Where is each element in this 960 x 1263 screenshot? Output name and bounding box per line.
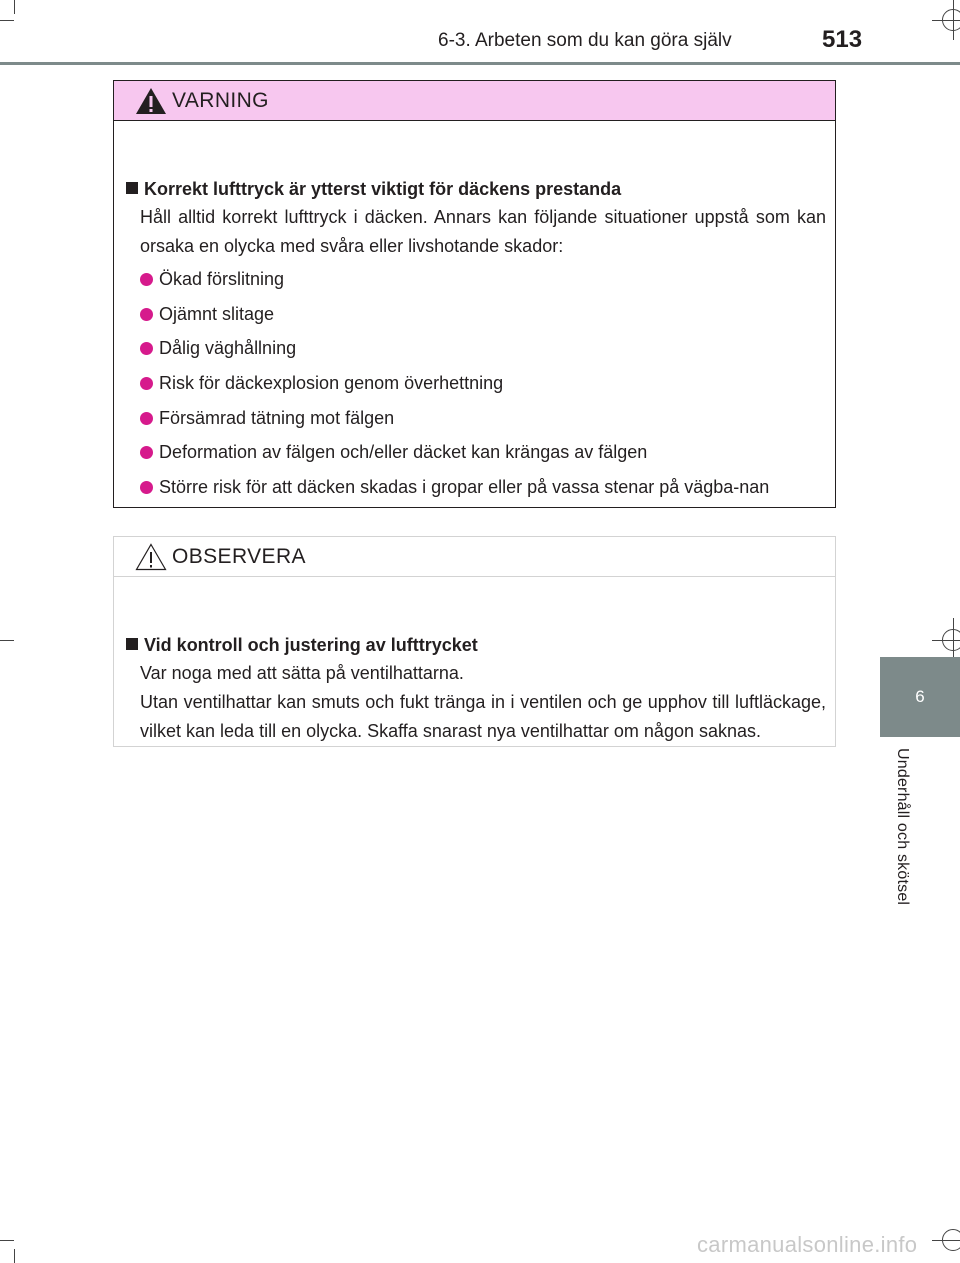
chapter-tab (880, 657, 960, 737)
section-title: 6-3. Arbeten som du kan göra själv (438, 30, 732, 51)
square-bullet-icon (126, 638, 138, 650)
chapter-number: 6 (915, 687, 925, 706)
warning-intro: Håll alltid korrekt lufttryck i däcken. Annars kan följande situationer uppstå som kan orsaka en olycka med svåra eller livshotande skador: (140, 207, 826, 256)
bullet-dot-icon (140, 446, 153, 459)
watermark: carmanualsonline.info (697, 1232, 918, 1257)
warning-box (113, 80, 836, 508)
bullet-dot-icon (140, 342, 153, 355)
bullet-dot-icon (140, 308, 153, 321)
page-header (0, 0, 960, 66)
bullet-dot-icon (140, 481, 153, 494)
square-bullet-icon (126, 182, 138, 194)
list-item: Försämrad tätning mot fälgen (140, 404, 826, 433)
list-item: Ojämnt slitage (140, 300, 826, 329)
list-item: Ökad förslitning (140, 265, 826, 294)
list-item: Dålig väghållning (140, 334, 826, 363)
notice-line-1: Var noga med att sätta på ventilhattarna. (140, 663, 464, 683)
bullet-dot-icon (140, 377, 153, 390)
header-rule (0, 62, 960, 65)
notice-line-2: Utan ventilhattar kan smuts och fukt tränga in i ventilen och ge upphov till luftläckage, vilket kan leda till en olycka. Skaffa snarast nya ventilhattar om någon saknas. (140, 692, 826, 741)
bullet-dot-icon (140, 273, 153, 286)
warning-header (114, 81, 835, 121)
list-item: Risk för däckexplosion genom överhettning (140, 369, 826, 398)
warning-triangle-outline-icon (134, 542, 168, 572)
notice-title: OBSERVERA (172, 545, 306, 568)
notice-header (114, 537, 835, 577)
warning-triangle-filled-icon (134, 86, 168, 116)
list-item: Större risk för att däcken skadas i gropar eller på vassa stenar på vägba-nan (140, 473, 826, 502)
list-item: Deformation av fälgen och/eller däcket kan krängas av fälgen (140, 438, 826, 467)
warning-title: VARNING (172, 89, 269, 112)
chapter-caption: Underhåll och skötsel (894, 748, 911, 906)
warning-heading: Korrekt lufttryck är ytterst viktigt för däckens prestanda (126, 179, 621, 200)
notice-heading: Vid kontroll och justering av lufttrycket (126, 635, 478, 656)
bullet-dot-icon (140, 412, 153, 425)
page-number: 513 (822, 26, 863, 53)
notice-box (113, 536, 836, 747)
